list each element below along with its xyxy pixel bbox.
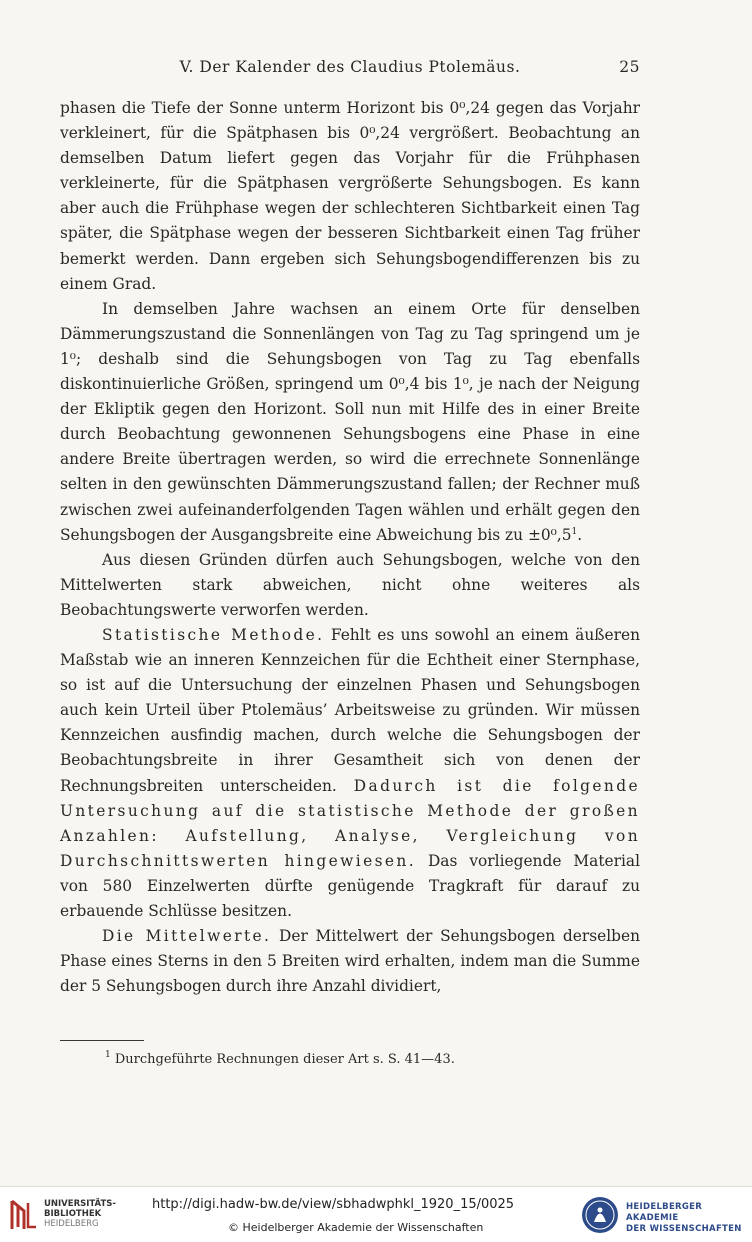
permalink-url[interactable]: http://digi.hadw-bw.de/view/sbhadwphkl_1920_15/0025 [152, 1197, 515, 1212]
paragraph-4-spaced-text: Dadurch ist die folgende Untersuchung auf die statistische Methode der großen Anzahlen: Aufstellung, Analyse, Vergleichung von Durchschnittswerten hingewiesen. [60, 776, 640, 870]
running-title: V. Der Kalender des Claudius Ptolemäus. [179, 58, 521, 76]
copyright-notice: © Heidelberger Akademie der Wissenschaften [228, 1221, 484, 1234]
footnote-number: 1 [105, 1050, 111, 1060]
paragraph-4-text-c: Das vorliegende Material von 580 Einzelwerten dürfte genügende Tragkraft für darauf zu erbauende Schlüsse besitzen. [60, 851, 640, 920]
paragraph-5-text: Der Mittelwert der Sehungsbogen derselben Phase eines Sterns in den 5 Breiten wird erhalten, indem man die Summe der 5 Sehungsbogen durch ihre Anzahl dividiert, [60, 927, 640, 996]
body-text [60, 96, 640, 999]
paragraph-2-end: . [577, 525, 583, 544]
footnote [105, 1050, 625, 1070]
viewer-footer [0, 1186, 752, 1242]
section-heading-mittelwerte: Die Mittelwerte. [102, 927, 272, 946]
paragraph-3: Aus diesen Gründen dürfen auch Sehungsbogen, welche von den Mittelwerten stark abweichen, nicht ohne weiteres als Beobachtungswerte verworfen werden. [60, 550, 640, 619]
university-library-name [44, 1199, 116, 1229]
running-header [60, 58, 640, 82]
academy-name [626, 1202, 752, 1235]
page-number: 25 [619, 58, 640, 76]
paragraph-5 [60, 924, 640, 999]
paragraph-2 [60, 297, 640, 548]
academy-line-1: HEIDELBERGER AKADEMIE [626, 1202, 703, 1223]
library-city: HEIDELBERG [44, 1219, 99, 1229]
academy-line-2: DER WISSENSCHAFTEN [626, 1224, 742, 1234]
university-library-logo-icon[interactable] [8, 1197, 38, 1233]
paragraph-2-text: In demselben Jahre wachsen an einem Orte für denselben Dämmerungszustand die Sonnenlängen von Tag zu Tag springend um je 1⁰; deshalb sind die Sehungsbogen von Tag zu Tag ebenfalls diskontinuierliche Größen, springend um 0⁰,4 bis 1⁰, je nach der Neigung der Ekliptik gegen den Horizont. Soll nun mit Hilfe des in einer Breite durch Beobachtung gewonnenen Sehungsbogens eine Phase in eine andere Breite übertragen werden, so wird die errechnete Sonnenlänge selten in den gewünschten Dämmerungszustand fallen; der Rechner muß zwischen zwei aufeinanderfolgenden Tagen wählen und erhält gegen den Sehungsbogen der Ausgangsbreite eine Abweichung bis zu ±0⁰,5 [60, 299, 640, 544]
footnote-ref[interactable]: 1 [571, 526, 578, 537]
academy-seal-icon[interactable] [580, 1195, 620, 1235]
library-line-2: BIBLIOTHEK [44, 1209, 102, 1219]
library-line-1: UNIVERSITÄTS- [44, 1199, 116, 1209]
footnote-rule [60, 1040, 144, 1041]
paragraph-4 [60, 623, 640, 924]
paragraph-4-text-a: Fehlt es uns sowohl an einem äußeren Maßstab wie an inneren Kennzeichen für die Echtheit einer Sternphase, so ist auf die Untersuchung der einzelnen Phasen und Sehungsbogen auch kein Urteil über Ptolemäus’ Arbeitsweise zu gründen. Wir müssen Kennzeichen ausfindig machen, durch welche die Sehungsbogen der Beobachtungsbreite in ihrer Gesamtheit sich von denen der Rechnungsbreiten unterscheiden. [60, 625, 640, 795]
paragraph-1: phasen die Tiefe der Sonne unterm Horizont bis 0⁰,24 gegen das Vorjahr verkleinert, für die Spätphasen bis 0⁰,24 vergrößert. Beobachtung an demselben Datum liefert gegen das Vorjahr für die Frühphasen verkleinerte, für die Spätphasen vergrößerte Sehungsbogen. Es kann aber auch die Frühphase wegen der schlechteren Sichtbarkeit einen Tag später, die Spätphase wegen der besseren Sichtbarkeit einen Tag früher bemerkt werden. Dann ergeben sich Sehungsbogendifferenzen bis zu einem Grad. [60, 99, 640, 293]
footnote-text: Durchgeführte Rechnungen dieser Art s. S. 41—43. [110, 1052, 455, 1067]
section-heading-statistische-methode: Statistische Methode. [102, 625, 325, 644]
